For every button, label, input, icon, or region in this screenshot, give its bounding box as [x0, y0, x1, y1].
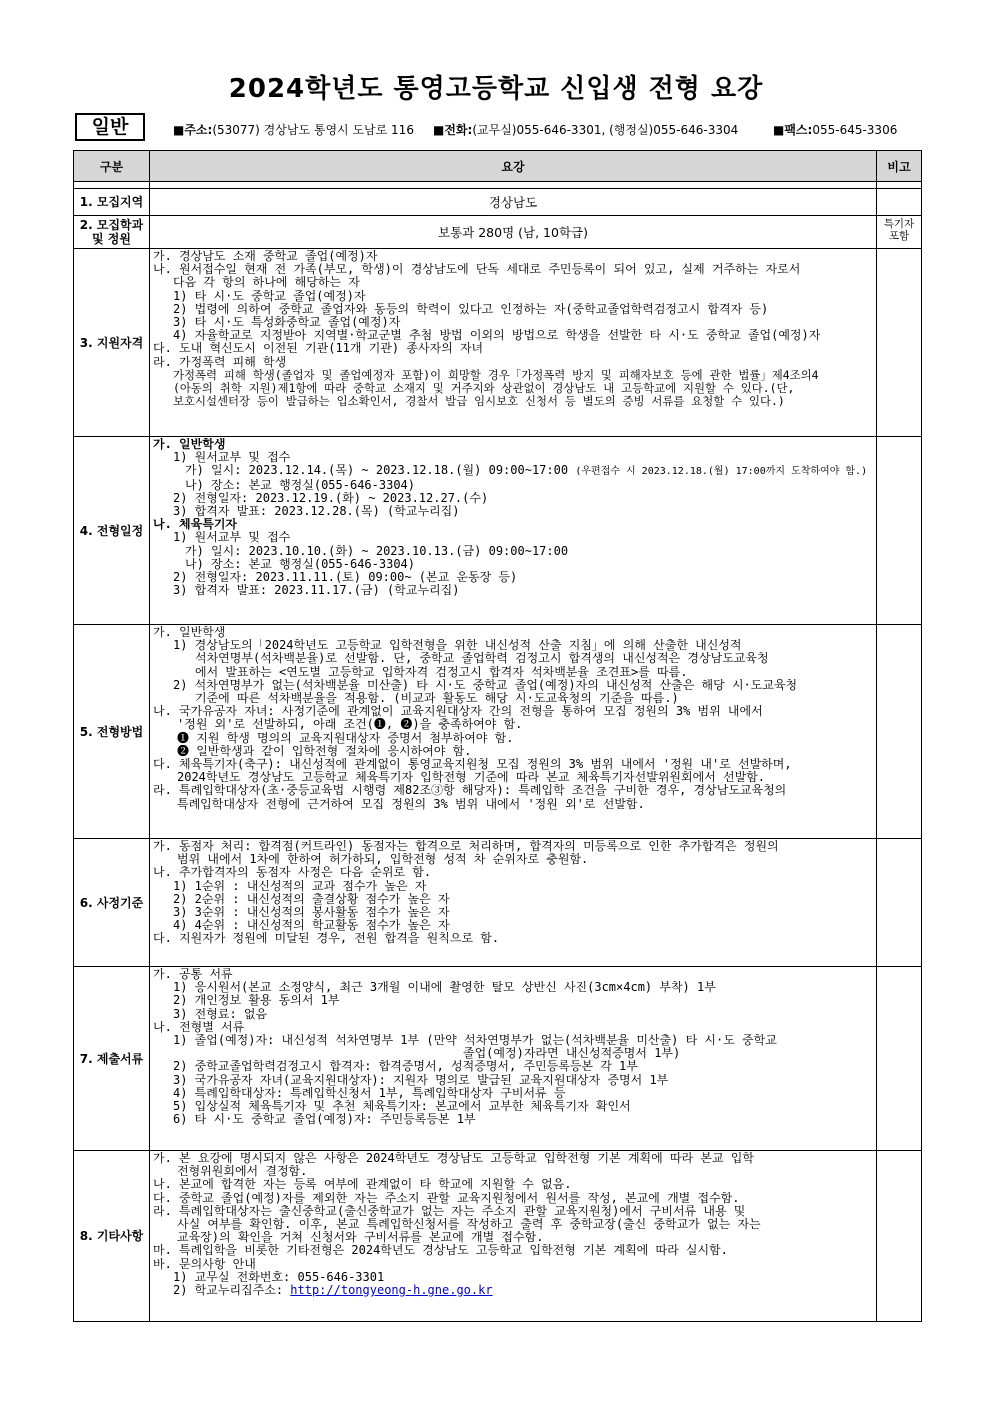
fax-label: ■팩스:	[773, 123, 813, 137]
header-content: 요강	[150, 151, 877, 182]
section-content: 가. 공통 서류 1) 응시원서(본교 소정양식, 최근 3개월 이내에 촬영한 탈모 상반신 사진(3cm×4cm) 부착) 1부 2) 개인정보 활용 동의서 1부 3) 전형료: 없음 나. 전형별 서류 1) 졸업(예정)자: 내신성적 석차연명부 1부 (만약 석차연명부가 없는(석차백분율 미산출) 타 시·도 중학교 졸업(예정)자라면 내신성적증명서 1부) 2) 중학교졸업학력검정고시 합격자: 합격증명서, 성적증명서, 주민등록등본 각 1부 3) 국가유공자 자녀(교육지원대상자): 지원자 명의로 발급된 교육지원대상자 증명서 1부 4) 특례입학대상자: 특례입학신청서 1부, 특례입학대상자 구비서류 등 5) 입상실적 체육특기자 및 추천 체육특기자: 본교에서 교부한 체육특기자 확인서 6) 타 시·도 중학교 졸업(예정)자: 주민등록등본 1부	[150, 967, 877, 1151]
section-label: 7. 제출서류	[74, 967, 150, 1151]
section-content: 가. 경상남도 소재 중학교 졸업(예정)자 나. 원서접수일 현재 전 가족(부모, 학생)이 경상남도에 단독 세대로 주민등록이 되어 있고, 실제 거주하는 자로서 다음 각 항의 하나에 해당하는 자 1) 타 시·도 중학교 졸업(예정)자 2) 법령에 의하여 중학교 졸업자와 동등의 학력이 있다고 인정하는 자(중학교졸업학력검정고시 합격자 등) 3) 타 시·도 특성화중학교 졸업(예정)자 4) 자율학교로 지정받아 지역별·학교군별 추첨 방법 이외의 방법으로 학생을 선발한 타 시·도 중학교 졸업(예정)자 다. 도내 혁신도시 이전된 기관(11개 기관) 종사자의 자녀 라. 가정폭력 피해 학생 가정폭력 피해 학생(졸업자 및 졸업예정자 포함)이 희망할 경우「가정폭력 방지 및 피해자보호 등에 관한 법률」제4조의4 (아동의 취학 지원)제1항에 따라 중학교 소재지 및 거주지와 상관없이 경상남도 내 고등학교에 지원할 수 있다.(단, 보호시설센터장 등이 발급하는 입소확인서, 경찰서 발급 임시보호 신청서 등 별도의 증빙 서류를 요청할 수 있다.)	[150, 249, 877, 437]
table-header-row	[74, 151, 922, 182]
table-row	[74, 249, 922, 437]
section-label: 2. 모집학과 및 정원	[74, 216, 150, 249]
section-content: 가. 본 요강에 명시되지 않은 사항은 2024학년도 경상남도 고등학교 입학전형 기본 계획에 따라 본교 입학 전형위원회에서 결정함. 나. 본교에 합격한 자는 등록 여부에 관계없이 타 학교에 지원할 수 없음. 다. 중학교 졸업(예정)자를 제외한 자는 주소지 관할 교육지원청에서 원서를 작성, 본교에 개별 접수함. 라. 특례입학대상자는 출신중학교(출신중학교가 없는 자는 주소지 관할 교육지원청)에서 구비서류 내용 및 사실 여부를 확인함. 이후, 본교 특례입학신청서를 작성하고 출력 후 중학교장(출신 중학교가 없는 자는 교육장)의 확인을 거쳐 신청서와 구비서류를 본교에 개별 접수함. 마. 특례입학을 비롯한 기타전형은 2024학년도 경상남도 고등학교 입학전형 기본 계획에 따라 실시함. 바. 문의사항 안내 1) 교무실 전화번호: 055-646-3301 2) 학교누리집주소: http://tongyeong-h.gne.go.kr	[150, 1151, 877, 1322]
table-row	[74, 1151, 922, 1322]
section-content: 경상남도	[150, 189, 877, 216]
phone-value: (교무실)055-646-3301, (행정실)055-646-3304	[472, 123, 739, 137]
phone-info	[433, 121, 738, 138]
page-title: 2024학년도 통영고등학교 신입생 전형 요강	[228, 74, 764, 104]
section-note: 특기자 포함	[877, 216, 922, 249]
table-row	[74, 967, 922, 1151]
school-homepage-link[interactable]: http://tongyeong-h.gne.go.kr	[290, 1284, 493, 1298]
table-row	[74, 189, 922, 216]
address-label: ■주소:	[173, 123, 213, 137]
fax-value: 055-645-3306	[812, 123, 898, 137]
section-content: 가. 일반학생 1) 원서교부 및 접수 가) 일시: 2023.12.14.(목) ~ 2023.12.18.(월) 09:00~17:00 (우편접수 시 2023.12.18.(월) 17:00까지 도착하여야 함.) 나) 장소: 본교 행정실(055-646-3304) 2) 전형일자: 2023.12.19.(화) ~ 2023.12.27.(수) 3) 합격자 발표: 2023.12.28.(목) (학교누리집) 나. 체육특기자 1) 원서교부 및 접수 가) 일시: 2023.10.10.(화) ~ 2023.10.13.(금) 09:00~17:00 나) 장소: 본교 행정실(055-646-3304) 2) 전형일자: 2023.11.11.(토) 09:00~ (본교 운동장 등) 3) 합격자 발표: 2023.11.17.(금) (학교누리집)	[150, 437, 877, 625]
category-badge: 일반	[75, 113, 145, 141]
table-row	[74, 625, 922, 839]
section-label: 3. 지원자격	[74, 249, 150, 437]
header-note: 비고	[877, 151, 922, 182]
section-content: 가. 동점자 처리: 합격점(커트라인) 동점자는 합격으로 처리하며, 합격자의 미등록으로 인한 추가합격은 정원의 범위 내에서 1차에 한하여 허가하되, 입학전형 성적 차 순위자로 충원함. 나. 추가합격자의 동점자 사정은 다음 순위로 함. 1) 1순위 : 내신성적의 교과 점수가 높은 자 2) 2순위 : 내신성적의 출결상황 점수가 높은 자 3) 3순위 : 내신성적의 봉사활동 점수가 높은 자 4) 4순위 : 내신성적의 학교활동 점수가 높은 자 다. 지원자가 정원에 미달된 경우, 전원 합격을 원칙으로 함.	[150, 839, 877, 967]
phone-label: ■전화:	[433, 123, 473, 137]
address-value: (53077) 경상남도 통영시 도남로 116	[212, 123, 414, 137]
admission-table	[73, 150, 922, 1322]
section-content: 보통과 280명 (남, 10학급)	[150, 216, 877, 249]
section-label: 4. 전형일정	[74, 437, 150, 625]
section-label: 6. 사정기준	[74, 839, 150, 967]
section-label: 5. 전형방법	[74, 625, 150, 839]
table-row	[74, 216, 922, 249]
header-division: 구분	[74, 151, 150, 182]
section-content: 가. 일반학생 1) 경상남도의「2024학년도 고등학교 입학전형을 위한 내신성적 산출 지침」에 의해 산출한 내신성적 석차연명부(석차백분율)로 선발함. 단, 중학교 졸업학력 검정고시 합격생의 내신성적은 경상남도교육청 에서 발표하는 <연도별 고등학교 입학자격 검정고시 합격자 석차백분율 조견표>를 따름. 2) 석차연명부가 없는(석차백분율 미산출) 타 시·도 중학교 졸업(예정)자의 내신성적 산출은 해당 시·도교육청 기준에 따른 석차백분율을 적용함. (비교과 활동도 해당 시·도교육청의 기준을 따름.) 나. 국가유공자 자녀: 사정기준에 관계없이 교육지원대상자 간의 전형을 통하여 모집 정원의 3% 범위 내에서 '정원 외'로 선발하되, 아래 조건(❶, ❷)을 충족하여야 함. ❶ 지원 학생 명의의 교육지원대상자 증명서 첨부하여야 함. ❷ 일반학생과 같이 입학전형 절차에 응시하여야 함. 다. 체육특기자(축구): 내신성적에 관계없이 통영교육지원청 모집 정원의 3% 범위 내에서 '정원 내'로 선발하며, 2024학년도 경상남도 고등학교 체육특기자 입학전형 기준에 따라 본교 체육특기자선발위원회에서 선발함. 라. 특례입학대상자(초·중등교육법 시행령 제82조③항 해당자): 특례입학 조건을 구비한 경우, 경상남도교육청의 특례입학대상자 전형에 근거하여 모집 정원의 3% 범위 내에서 '정원 외'로 선발함.	[150, 625, 877, 839]
table-row	[74, 839, 922, 967]
table-row	[74, 437, 922, 625]
section-label: 1. 모집지역	[74, 189, 150, 216]
address-info	[173, 121, 414, 138]
fax-info	[773, 121, 897, 138]
section-label: 8. 기타사항	[74, 1151, 150, 1322]
